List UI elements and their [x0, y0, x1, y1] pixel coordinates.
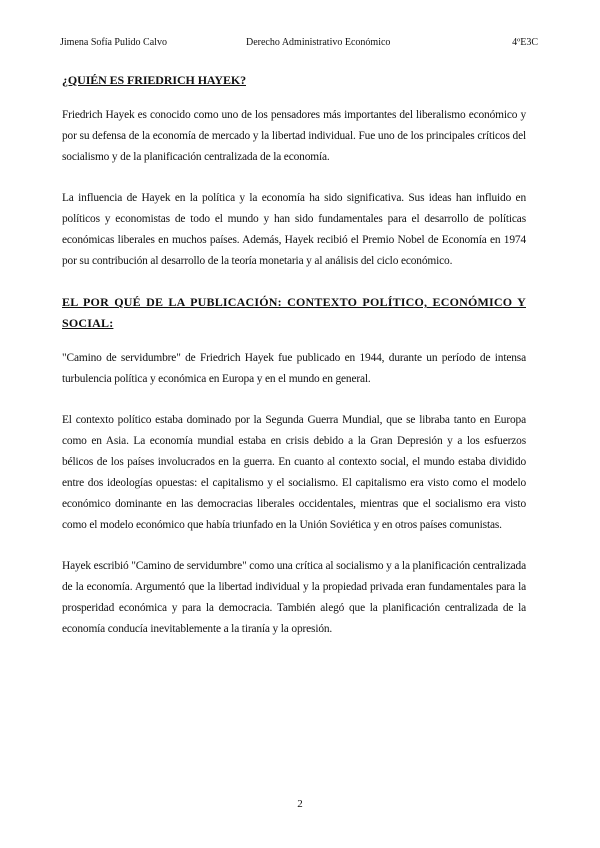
header-course: Derecho Administrativo Económico — [246, 37, 391, 48]
page-body — [62, 70, 526, 660]
page-header — [60, 36, 538, 50]
header-author: Jimena Sofía Pulido Calvo — [60, 37, 167, 48]
paragraph: Friedrich Hayek es conocido como uno de los pensadores más importantes del liberalismo económico y por su defensa de la economía de mercado y la libertad individual. Fue uno de los principales críticos del socialismo y de la planificación centralizada de la economía. — [62, 109, 526, 163]
page-number: 2 — [297, 798, 303, 810]
section-heading-context: EL POR QUÉ DE LA PUBLICACIÓN: CONTEXTO POLÍTICO, ECONÓMICO Y SOCIAL: — [62, 295, 526, 330]
paragraph: "Camino de servidumbre" de Friedrich Hayek fue publicado en 1944, durante un período de intensa turbulencia política y económica en Europa y en el mundo en general. — [62, 352, 526, 385]
paragraph: Hayek escribió "Camino de servidumbre" como una crítica al socialismo y a la planificación centralizada de la economía. Argumentó que la libertad individual y la propiedad privada eran fundamentales para la prosperidad económica y para la democracia. También alegó que la planificación centralizada de la economía conducía inevitablemente a la tiranía y la opresión. — [62, 560, 526, 635]
section-heading-hayek: ¿QUIÉN ES FRIEDRICH HAYEK? — [62, 73, 246, 87]
paragraph: La influencia de Hayek en la política y la economía ha sido significativa. Sus ideas han influido en políticos y economistas de todo el mundo y han sido fundamentales para el desarrollo de políticas económicas liberales en muchos países. Además, Hayek recibió el Premio Nobel de Economía en 1974 por su contribución al desarrollo de la teoría monetaria y al análisis del ciclo económico. — [62, 192, 526, 267]
header-group: 4ºE3C — [512, 37, 538, 48]
paragraph: El contexto político estaba dominado por la Segunda Guerra Mundial, que se libraba tanto en Europa como en Asia. La economía mundial estaba en crisis debido a la Gran Depresión y a los esfuerzos bélicos de los países involucrados en la guerra. En cuanto al contexto social, el mundo estaba dividido entre dos ideologías opuestas: el capitalismo y el socialismo. El capitalismo era visto como el modelo económico dominante en las democracias liberales occidentales, mientras que el socialismo era visto como el modelo económico que había triunfado en la Unión Soviética y en otros países comunistas. — [62, 414, 526, 531]
